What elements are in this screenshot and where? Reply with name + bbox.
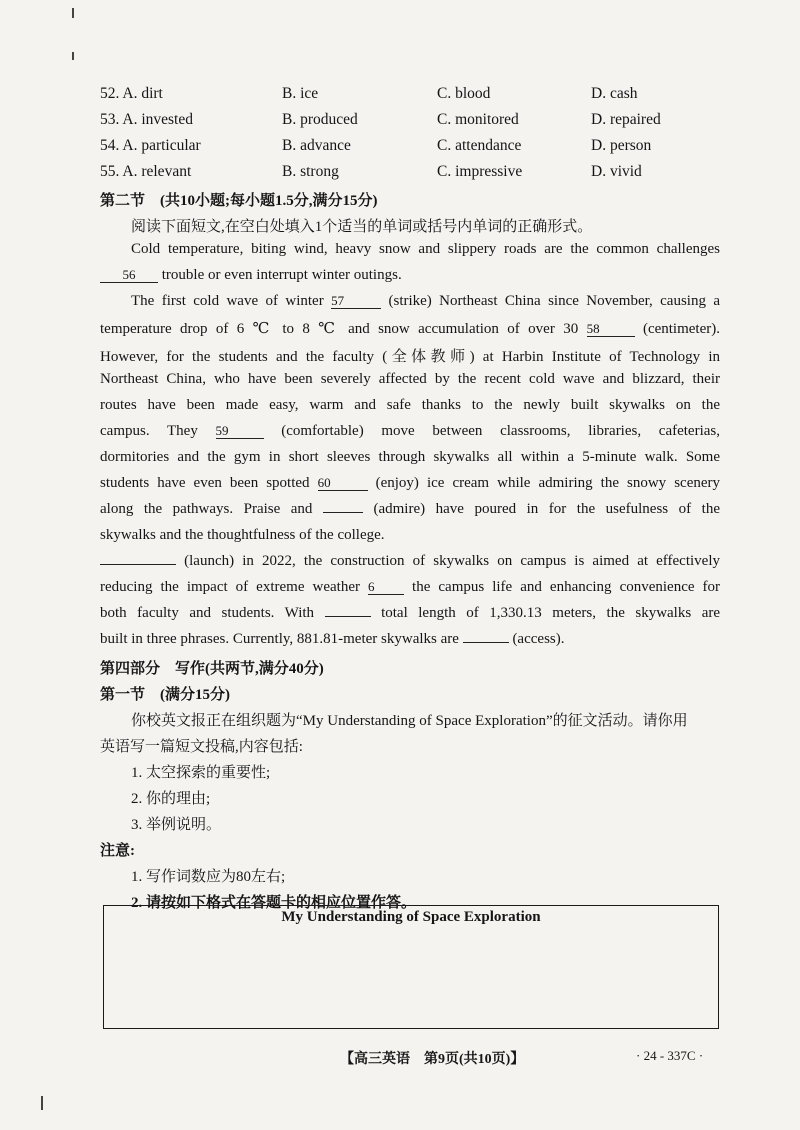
answer-box[interactable] xyxy=(103,905,719,1029)
option-b: B. strong xyxy=(282,163,339,180)
passage-line: Northeast China, who have been severely affected by the recent cold wave and blizzard, their xyxy=(100,371,720,387)
blank-57[interactable]: 57 xyxy=(331,294,381,309)
passage-line: Cold temperature, biting wind, heavy snow and slippery roads are the common challenges xyxy=(131,241,720,257)
blank-59[interactable]: 59 xyxy=(216,424,264,439)
option-a: 53. A. invested xyxy=(100,111,193,128)
passage-line: reducing the impact of extreme weather 6 the campus life and enhancing convenience for xyxy=(100,579,721,595)
option-d: D. vivid xyxy=(591,163,642,180)
option-a: 54. A. particular xyxy=(100,137,201,154)
option-b: B. produced xyxy=(282,111,358,128)
note-label: 注意: xyxy=(100,843,135,859)
writing-prompt: 你校英文报正在组织题为“My Understanding of Space Exploration”的征文活动。请你用 xyxy=(131,713,688,729)
passage-line: 56 trouble or even interrupt winter outings. xyxy=(100,267,720,284)
prompt-item: 3. 举例说明。 xyxy=(131,817,222,833)
option-d: D. person xyxy=(591,137,652,154)
blank-65[interactable] xyxy=(463,642,509,643)
passage-line: built in three phrases. Currently, 881.81-meter skywalks are (access). xyxy=(100,631,565,647)
option-b: B. ice xyxy=(282,85,319,102)
note-item: 2. 请按如下格式在答题卡的相应位置作答。 xyxy=(131,895,417,911)
passage-line: campus. They 59 (comfortable) move between classrooms, libraries, cafeterias, xyxy=(100,423,720,439)
section-2-instruction: 阅读下面短文,在空白处填入1个适当的单词或括号内单词的正确形式。 xyxy=(131,219,593,235)
option-d: D. repaired xyxy=(591,111,661,128)
page-footer: 【高三英语 第9页(共10页)】 xyxy=(340,1052,525,1067)
passage-line: students have even been spotted 60 (enjoy) ice cream while admiring the snowy scenery xyxy=(100,475,721,491)
blank-64[interactable] xyxy=(325,616,371,617)
paper-code: · 24 - 337C · xyxy=(636,1048,704,1063)
option-c: C. monitored xyxy=(437,111,519,128)
part-4-header: 第四部分 写作(共两节,满分40分) xyxy=(100,661,324,677)
option-b: B. advance xyxy=(282,137,351,154)
section-2-header: 第二节 (共10小题;每小题1.5分,满分15分) xyxy=(100,193,378,209)
option-a: 52. A. dirt xyxy=(100,85,163,102)
part-4-section-1: 第一节 (满分15分) xyxy=(100,687,230,703)
passage-line: skywalks and the thoughtfulness of the college. xyxy=(100,527,385,543)
blank-62[interactable] xyxy=(100,564,176,565)
passage-line: temperature drop of 6 ℃ to 8 ℃ and snow accumulation of over 30 58 (centimeter). xyxy=(100,321,720,337)
scan-mark xyxy=(72,52,74,60)
option-c: C. attendance xyxy=(437,137,522,154)
option-c: C. impressive xyxy=(437,163,523,180)
answer-box-title: My Understanding of Space Exploration xyxy=(281,909,541,925)
blank-56[interactable]: 56 xyxy=(100,268,158,283)
passage-line: routes have been made easy, warm and safe thanks to the newly built skywalks on the xyxy=(100,397,720,413)
blank-58[interactable]: 58 xyxy=(587,322,635,337)
scan-mark xyxy=(41,1096,43,1110)
option-a: 55. A. relevant xyxy=(100,163,192,180)
prompt-item: 2. 你的理由; xyxy=(131,791,211,807)
scan-mark xyxy=(72,8,74,18)
passage-line: However, for the students and the faculty (全体教师) at Harbin Institute of Technology in xyxy=(100,349,720,365)
passage-line: both faculty and students. With total length of 1,330.13 meters, the skywalks are xyxy=(100,605,721,621)
passage-line: along the pathways. Praise and (admire) have poured in for the usefulness of the xyxy=(100,501,720,517)
passage-line: (launch) in 2022, the construction of skywalks on campus is aimed at effectively xyxy=(100,553,720,570)
passage-line: dormitories and the gym in short sleeves through skywalks all within a 5-minute walk. Some xyxy=(100,449,720,465)
writing-prompt: 英语写一篇短文投稿,内容包括: xyxy=(100,739,303,755)
option-c: C. blood xyxy=(437,85,491,102)
note-item: 1. 写作词数应为80左右; xyxy=(131,869,286,885)
option-d: D. cash xyxy=(591,85,638,102)
blank-60[interactable]: 60 xyxy=(318,476,368,491)
passage-line: The first cold wave of winter 57 (strike) Northeast China since November, causing a xyxy=(131,293,721,309)
blank-63[interactable]: 6 xyxy=(368,580,404,595)
prompt-item: 1. 太空探索的重要性; xyxy=(131,765,271,781)
blank-61[interactable] xyxy=(323,512,363,513)
